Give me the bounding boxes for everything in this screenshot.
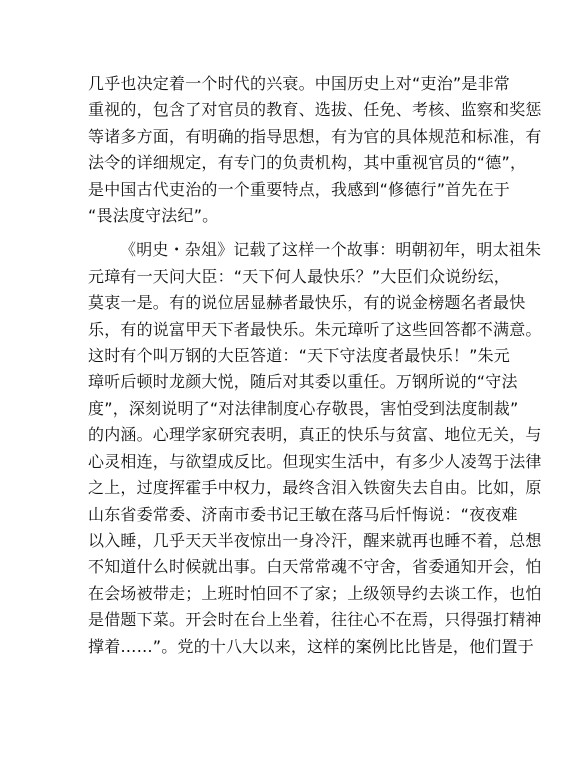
text-line: 的内涵。心理学家研究表明，真正的快乐与贫富、地位无关，与: [88, 425, 542, 445]
text-line: 以入睡，几乎天天半夜惊出一身冷汗，醒来就再也睡不着，总想: [88, 530, 542, 550]
text-line: 重视的，包含了对官员的教育、选拔、任免、考核、监察和奖惩: [88, 100, 542, 120]
text-line: 心灵相连，与欲望成反比。但现实生活中，有多少人凌驾于法律: [88, 451, 542, 471]
text-line: 莫衷一是。有的说位居显赫者最快乐，有的说金榜题名者最快: [88, 293, 526, 313]
text-line: 不知道什么时候就出事。白天常常魂不守舍，省委通知开会，怕: [88, 557, 542, 577]
paragraph-2: [88, 237, 542, 660]
text-line: 璋听后顿时龙颜大悦，随后对其委以重任。万钢所说的“守法: [88, 372, 518, 392]
text-line: 度”，深刻说明了“对法律制度心存敬畏，害怕受到法度制裁”: [88, 398, 519, 418]
paragraph-1: [88, 71, 542, 229]
text-line: 在会场被带走；上班时怕回不了家；上级领导约去谈工作，也怕: [88, 583, 542, 603]
text-line: 等诸多方面，有明确的指导思想，有为官的具体规范和标准，有: [88, 126, 542, 146]
text-line: 法令的详细规定，有专门的负责机构，其中重视官员的“德”，: [88, 153, 527, 173]
text-line: 之上，过度挥霍手中权力，最终含泪入铁窗失去自由。比如，原: [88, 478, 542, 498]
text-line: 这时有个叫万钢的大臣答道：“天下守法度者最快乐！”朱元: [88, 346, 510, 366]
text-line: 是借题下菜。开会时在台上坐着，往往心不在焉，只得强打精神: [88, 610, 542, 630]
text-line: 乐，有的说富甲天下者最快乐。朱元璋听了这些回答都不满意。: [88, 319, 542, 339]
text-line: 山东省委常委、济南市委书记王敏在落马后忏悔说：“夜夜难: [88, 504, 518, 524]
text-line: 几乎也决定着一个时代的兴衰。中国历史上对“吏治”是非常: [88, 74, 510, 93]
text-line: 撑着……”。党的十八大以来，这样的案例比比皆是，他们置于: [88, 636, 534, 656]
text-line: 是中国古代吏治的一个重要特点，我感到“修德行”首先在于: [88, 179, 510, 199]
document-page: [88, 71, 542, 660]
text-line: 元璋有一天问大臣：“天下何人最快乐？”大臣们众说纷纭，: [88, 266, 510, 286]
text-line: “畏法度守法纪”。: [88, 206, 219, 226]
text-line: 《明史・杂俎》记载了这样一个故事：明朝初年，明太祖朱: [120, 240, 542, 260]
